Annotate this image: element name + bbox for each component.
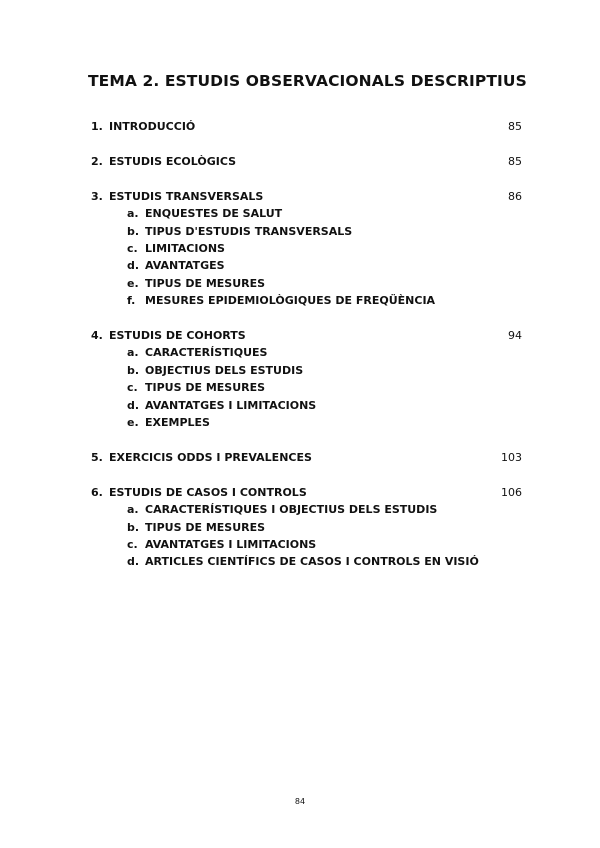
subsection-letter: c.: [127, 241, 138, 255]
section-number: 2.: [91, 154, 103, 168]
toc-subentry: [0, 205, 600, 222]
toc-entry: [0, 153, 600, 170]
toc-section: [0, 188, 600, 310]
section-number: 4.: [91, 329, 103, 343]
subsection-title: AVANTATGES: [145, 259, 225, 273]
page-title: TEMA 2. ESTUDIS OBSERVACIONALS DESCRIPTIUS: [88, 72, 527, 90]
toc-entry: [0, 327, 600, 344]
section-title: ESTUDIS TRANSVERSALS: [109, 189, 264, 203]
toc-subentry: [0, 501, 600, 518]
toc-section: [0, 118, 600, 135]
subsection-letter: b.: [127, 520, 140, 534]
page-number: 84: [294, 797, 306, 806]
subsection-letter: b.: [127, 363, 140, 377]
toc-section: [0, 484, 600, 571]
section-title: ESTUDIS ECOLÒGICS: [109, 154, 237, 168]
subsection-letter: a.: [127, 503, 139, 517]
section-number: 1.: [91, 120, 103, 133]
section-number: 6.: [91, 485, 103, 499]
toc-subentry: [0, 257, 600, 274]
subsection-title: EXEMPLES: [145, 415, 210, 429]
section-number: 5.: [91, 450, 103, 464]
section-page-number: 106: [501, 485, 522, 499]
subsection-letter: e.: [127, 276, 139, 290]
subsection-title: TIPUS D'ESTUDIS TRANSVERSALS: [145, 224, 353, 238]
subsection-title: AVANTATGES I LIMITACIONS: [145, 537, 317, 551]
subsection-title: TIPUS DE MESURES: [145, 276, 266, 290]
section-page-number: 85: [508, 154, 522, 168]
toc-section: [0, 327, 600, 431]
subsection-title: OBJECTIUS DELS ESTUDIS: [145, 363, 304, 377]
toc-subentry: [0, 362, 600, 379]
toc-entry: [0, 449, 600, 466]
toc-subentry: [0, 519, 600, 536]
subsection-letter: d.: [127, 398, 140, 412]
subsection-letter: d.: [127, 555, 140, 569]
subsection-title: ARTICLES CIENTÍFICS DE CASOS I CONTROLS EN VISIÓ: [145, 555, 479, 569]
subsection-letter: d.: [127, 259, 140, 273]
subsection-letter: f.: [127, 294, 136, 308]
subsection-title: CARACTERÍSTIQUES I OBJECTIUS DELS ESTUDIS: [145, 503, 438, 517]
toc-section: [0, 449, 600, 466]
section-page-number: 94: [508, 329, 522, 343]
toc-subentry: [0, 223, 600, 240]
toc-subentry: [0, 553, 600, 570]
section-title: ESTUDIS DE COHORTS: [109, 329, 246, 343]
toc-entry: [0, 484, 600, 501]
table-of-contents: [0, 118, 600, 588]
toc-entry: [0, 188, 600, 205]
subsection-title: ENQUESTES DE SALUT: [145, 207, 283, 221]
subsection-title: TIPUS DE MESURES: [145, 381, 266, 395]
toc-subentry: [0, 292, 600, 309]
section-page-number: 85: [508, 120, 522, 133]
subsection-letter: a.: [127, 207, 139, 221]
section-title: EXERCICIS ODDS I PREVALENCES: [109, 450, 312, 464]
subsection-letter: c.: [127, 381, 138, 395]
subsection-letter: e.: [127, 415, 139, 429]
subsection-letter: a.: [127, 346, 139, 360]
subsection-letter: c.: [127, 537, 138, 551]
toc-subentry: [0, 275, 600, 292]
toc-subentry: [0, 536, 600, 553]
toc-subentry: [0, 379, 600, 396]
section-title: ESTUDIS DE CASOS I CONTROLS: [109, 485, 307, 499]
subsection-title: CARACTERÍSTIQUES: [145, 346, 268, 360]
subsection-title: MESURES EPIDEMIOLÒGIQUES DE FREQÜÈNCIA: [145, 294, 436, 308]
section-page-number: 86: [508, 189, 522, 203]
subsection-title: LIMITACIONS: [145, 241, 225, 255]
section-number: 3.: [91, 189, 103, 203]
section-title: INTRODUCCIÓ: [109, 120, 196, 133]
subsection-title: AVANTATGES I LIMITACIONS: [145, 398, 317, 412]
subsection-title: TIPUS DE MESURES: [145, 520, 266, 534]
toc-subentry: [0, 397, 600, 414]
toc-subentry: [0, 240, 600, 257]
toc-subentry: [0, 344, 600, 361]
toc-section: [0, 153, 600, 170]
subsection-letter: b.: [127, 224, 140, 238]
section-page-number: 103: [501, 450, 522, 464]
toc-subentry: [0, 414, 600, 431]
toc-entry: [0, 118, 600, 135]
